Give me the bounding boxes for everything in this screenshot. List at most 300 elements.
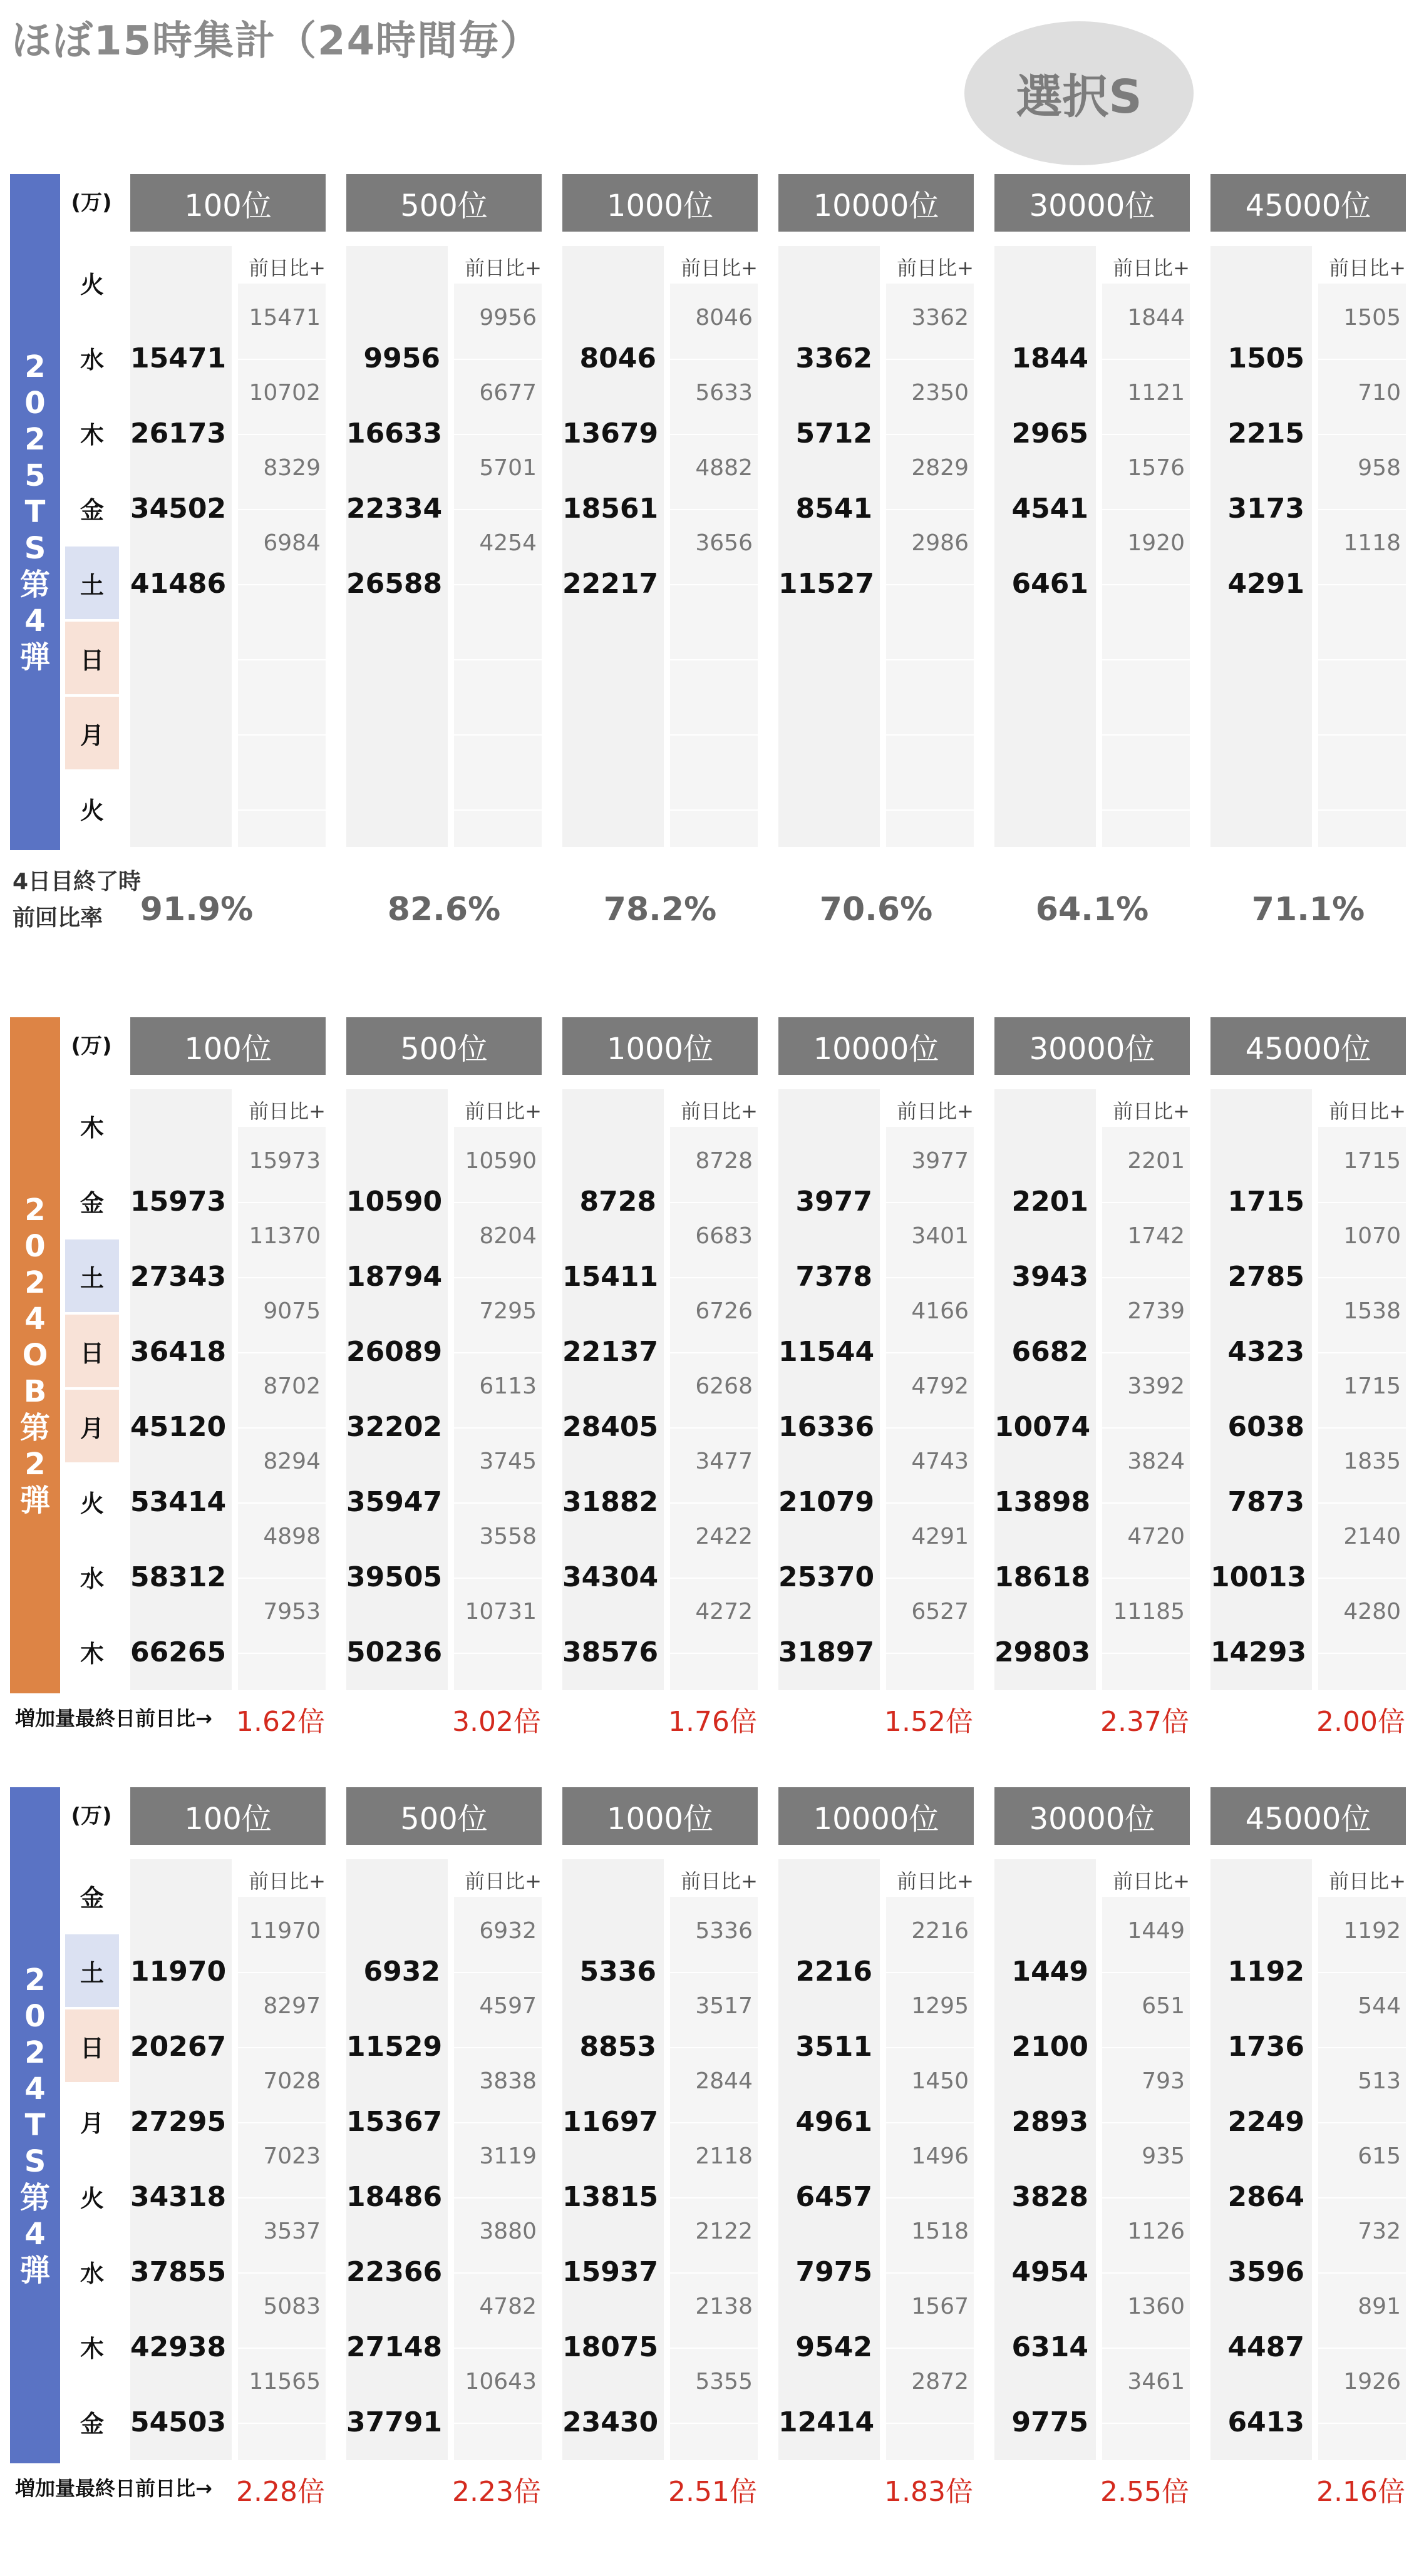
unit-label: (万)	[71, 190, 112, 215]
cumulative-value: 42938	[130, 2331, 227, 2363]
cumulative-column-bg	[130, 1089, 232, 1690]
cumulative-value: 20267	[130, 2031, 227, 2063]
diff-value: 4720	[1127, 1524, 1185, 1549]
row-separator	[1102, 1578, 1190, 1579]
weekday-cell: 木	[80, 2334, 104, 2363]
weekday-cell: 金	[80, 2409, 104, 2438]
row-separator	[670, 1352, 758, 1353]
edition-label	[10, 1017, 60, 1693]
row-separator	[670, 584, 758, 585]
diff-value: 2844	[695, 2068, 753, 2094]
cumulative-value: 12414	[778, 2406, 875, 2438]
edition-label-char: 2	[24, 1963, 46, 1998]
row-separator	[454, 2197, 542, 2199]
multiplier-label: 増加量最終日前日比→	[15, 2476, 212, 2500]
row-separator	[454, 359, 542, 360]
row-separator	[1318, 1502, 1406, 1504]
cumulative-value: 34304	[562, 1561, 659, 1593]
diff-header: 前日比+	[249, 1099, 326, 1123]
diff-value: 6268	[695, 1373, 753, 1399]
row-separator	[238, 2272, 326, 2274]
cumulative-value: 31882	[562, 1486, 659, 1518]
diff-value: 5083	[263, 2294, 321, 2319]
row-separator	[238, 359, 326, 360]
cumulative-value: 27343	[130, 1261, 227, 1293]
cumulative-value: 10590	[346, 1186, 443, 1218]
cumulative-value: 28405	[562, 1411, 659, 1443]
row-separator	[238, 2197, 326, 2199]
cumulative-value: 26173	[130, 418, 227, 449]
cumulative-value: 50236	[346, 1636, 443, 1668]
cumulative-value: 11527	[778, 568, 875, 600]
row-separator	[670, 1653, 758, 1654]
select-s-badge[interactable]: 選択S	[964, 21, 1194, 165]
row-separator	[238, 2348, 326, 2349]
rank-header: 45000位	[1210, 1017, 1406, 1075]
diff-value: 3119	[479, 2143, 537, 2169]
cumulative-value: 34502	[130, 493, 227, 525]
cumulative-column-bg	[346, 246, 448, 847]
diff-value: 1496	[911, 2143, 969, 2169]
row-separator	[454, 1972, 542, 1973]
cumulative-column-bg	[130, 1859, 232, 2460]
weekday-cell: 水	[80, 346, 104, 374]
diff-value: 3362	[911, 305, 969, 331]
weekday-cell: 月	[65, 1390, 119, 1462]
rank-header: 45000位	[1210, 174, 1406, 232]
diff-value: 8046	[695, 305, 753, 331]
row-separator	[886, 2122, 974, 2123]
diff-value: 3517	[695, 1993, 753, 2019]
cumulative-value: 22366	[346, 2256, 443, 2288]
row-separator	[1102, 1277, 1190, 1278]
row-separator	[886, 1653, 974, 1654]
row-separator	[670, 2122, 758, 2123]
diff-value: 2138	[695, 2294, 753, 2319]
diff-column-bg	[886, 284, 974, 847]
edition-label-char: 4	[24, 2217, 46, 2252]
row-separator	[238, 1653, 326, 1654]
diff-value: 1118	[1343, 530, 1401, 556]
cumulative-value: 2215	[1227, 418, 1304, 449]
row-separator	[238, 1427, 326, 1429]
cumulative-value: 1192	[1227, 1956, 1304, 1988]
diff-value: 1538	[1343, 1298, 1401, 1324]
diff-value: 3838	[479, 2068, 537, 2094]
cumulative-value: 36418	[130, 1336, 227, 1368]
row-separator	[670, 1277, 758, 1278]
diff-header: 前日比+	[681, 256, 758, 280]
edition-label-char: 4	[24, 603, 46, 639]
multiplier-value: 1.76倍	[668, 1706, 757, 1738]
diff-header: 前日比+	[249, 256, 326, 280]
cumulative-value: 22137	[562, 1336, 659, 1368]
row-separator	[1318, 2348, 1406, 2349]
diff-column-bg	[238, 284, 326, 847]
diff-header: 前日比+	[681, 1869, 758, 1893]
edition-label-char: T	[24, 2108, 46, 2143]
row-separator	[238, 1277, 326, 1278]
cumulative-value: 27148	[346, 2331, 443, 2363]
diff-value: 3977	[911, 1148, 969, 1174]
diff-header: 前日比+	[897, 1869, 974, 1893]
diff-header: 前日比+	[1113, 1099, 1190, 1123]
diff-value: 8329	[263, 455, 321, 481]
row-separator	[886, 2423, 974, 2424]
row-separator	[238, 1352, 326, 1353]
row-separator	[886, 809, 974, 811]
cumulative-value: 18794	[346, 1261, 443, 1293]
row-separator	[886, 1502, 974, 1504]
row-separator	[1318, 434, 1406, 435]
diff-value: 3401	[911, 1223, 969, 1249]
ratio-value: 91.9%	[140, 891, 254, 928]
row-separator	[670, 2423, 758, 2424]
diff-value: 15471	[249, 305, 321, 331]
cumulative-value: 1449	[1011, 1956, 1088, 1988]
cumulative-value: 6461	[1011, 568, 1088, 600]
ratio-value: 71.1%	[1251, 891, 1365, 928]
diff-value: 8294	[263, 1449, 321, 1474]
cumulative-value: 4961	[795, 2106, 872, 2138]
row-separator	[670, 434, 758, 435]
diff-value: 7028	[263, 2068, 321, 2094]
row-separator	[454, 1502, 542, 1504]
row-separator	[1318, 734, 1406, 736]
diff-value: 1715	[1343, 1148, 1401, 1174]
weekday-cell: 金	[80, 1189, 104, 1217]
cumulative-value: 6457	[795, 2181, 872, 2213]
diff-header: 前日比+	[897, 256, 974, 280]
cumulative-value: 6413	[1227, 2406, 1304, 2438]
data-block	[0, 1017, 1409, 1806]
diff-value: 2829	[911, 455, 969, 481]
row-separator	[1318, 359, 1406, 360]
row-separator	[454, 2047, 542, 2048]
weekday-cell: 日	[65, 622, 119, 694]
cumulative-value: 37791	[346, 2406, 443, 2438]
diff-header: 前日比+	[1113, 256, 1190, 280]
rank-header: 30000位	[994, 1787, 1190, 1845]
diff-value: 2350	[911, 380, 969, 406]
diff-value: 2986	[911, 530, 969, 556]
row-separator	[1318, 1202, 1406, 1203]
row-separator	[238, 1502, 326, 1504]
row-separator	[238, 659, 326, 660]
diff-value: 891	[1358, 2294, 1401, 2319]
rank-header: 45000位	[1210, 1787, 1406, 1845]
row-separator	[238, 509, 326, 510]
diff-value: 1576	[1127, 455, 1185, 481]
cumulative-value: 45120	[130, 1411, 227, 1443]
cumulative-value: 1736	[1227, 2031, 1304, 2063]
diff-value: 1192	[1343, 1918, 1401, 1944]
cumulative-value: 2100	[1011, 2031, 1088, 2063]
rank-header: 10000位	[778, 174, 974, 232]
ratio-value: 78.2%	[603, 891, 717, 928]
cumulative-value: 4323	[1227, 1336, 1304, 1368]
cumulative-value: 41486	[130, 568, 227, 600]
cumulative-column-bg	[778, 1089, 880, 1690]
cumulative-column-bg	[994, 1089, 1096, 1690]
diff-value: 5701	[479, 455, 537, 481]
diff-value: 6677	[479, 380, 537, 406]
row-separator	[454, 809, 542, 811]
edition-label-char: 第	[19, 1410, 50, 1445]
diff-value: 1360	[1127, 2294, 1185, 2319]
row-separator	[886, 1578, 974, 1579]
cumulative-column-bg	[562, 246, 664, 847]
cumulative-value: 18618	[994, 1561, 1091, 1593]
cumulative-value: 7975	[795, 2256, 872, 2288]
rank-header: 500位	[346, 1787, 542, 1845]
diff-value: 4166	[911, 1298, 969, 1324]
row-separator	[1102, 1972, 1190, 1973]
cumulative-value: 13815	[562, 2181, 659, 2213]
edition-label-char: O	[22, 1338, 48, 1373]
cumulative-value: 26588	[346, 568, 443, 600]
row-separator	[238, 434, 326, 435]
diff-value: 4597	[479, 1993, 537, 2019]
cumulative-value: 10074	[994, 1411, 1091, 1443]
diff-value: 8728	[695, 1148, 753, 1174]
row-separator	[886, 1202, 974, 1203]
cumulative-column-bg	[346, 1089, 448, 1690]
row-separator	[886, 359, 974, 360]
multiplier-value: 2.00倍	[1316, 1706, 1405, 1738]
row-separator	[1102, 659, 1190, 660]
cumulative-value: 54503	[130, 2406, 227, 2438]
diff-header: 前日比+	[897, 1099, 974, 1123]
row-separator	[1102, 809, 1190, 811]
row-separator	[1102, 2122, 1190, 2123]
data-block	[0, 1787, 1409, 2576]
cumulative-value: 27295	[130, 2106, 227, 2138]
ratio-label: 4日目終了時	[13, 869, 142, 895]
diff-value: 2118	[695, 2143, 753, 2169]
diff-value: 651	[1142, 1993, 1185, 2019]
multiplier-value: 2.16倍	[1316, 2476, 1405, 2508]
edition-label	[10, 174, 60, 850]
diff-value: 4254	[479, 530, 537, 556]
row-separator	[1102, 2272, 1190, 2274]
row-separator	[1102, 1427, 1190, 1429]
diff-value: 3880	[479, 2219, 537, 2244]
page-title: ほぼ15時集計（24時間毎）	[11, 18, 542, 64]
multiplier-value: 2.55倍	[1100, 2476, 1189, 2508]
diff-value: 513	[1358, 2068, 1401, 2094]
rank-header: 10000位	[778, 1787, 974, 1845]
edition-label-char: 第	[19, 2180, 50, 2215]
row-separator	[454, 1352, 542, 1353]
diff-value: 6932	[479, 1918, 537, 1944]
diff-value: 4291	[911, 1524, 969, 1549]
row-separator	[238, 2122, 326, 2123]
row-separator	[1318, 1427, 1406, 1429]
rank-header: 30000位	[994, 1017, 1190, 1075]
diff-header: 前日比+	[465, 256, 542, 280]
diff-value: 3461	[1127, 2369, 1185, 2394]
diff-value: 793	[1142, 2068, 1185, 2094]
cumulative-value: 1715	[1227, 1186, 1304, 1218]
row-separator	[886, 509, 974, 510]
diff-value: 4280	[1343, 1599, 1401, 1624]
row-separator	[454, 734, 542, 736]
edition-label-char: 2	[24, 2035, 46, 2070]
cumulative-value: 13679	[562, 418, 659, 449]
cumulative-value: 8728	[579, 1186, 656, 1218]
cumulative-value: 3511	[795, 2031, 872, 2063]
row-separator	[454, 2122, 542, 2123]
row-separator	[1318, 1352, 1406, 1353]
multiplier-value: 2.51倍	[668, 2476, 757, 2508]
weekday-cell: 火	[80, 1489, 104, 1517]
row-separator	[238, 2423, 326, 2424]
cumulative-value: 26089	[346, 1336, 443, 1368]
row-separator	[454, 2348, 542, 2349]
cumulative-value: 14293	[1210, 1636, 1307, 1668]
diff-value: 1518	[911, 2219, 969, 2244]
cumulative-value: 3943	[1011, 1261, 1088, 1293]
diff-header: 前日比+	[1329, 1099, 1406, 1123]
row-separator	[1102, 434, 1190, 435]
weekday-cell: 木	[80, 421, 104, 449]
cumulative-value: 18561	[562, 493, 659, 525]
weekday-cell: 水	[80, 1564, 104, 1593]
edition-label-char: 弾	[19, 640, 50, 675]
row-separator	[886, 659, 974, 660]
row-separator	[238, 1578, 326, 1579]
cumulative-value: 4487	[1227, 2331, 1304, 2363]
diff-value: 11565	[249, 2369, 321, 2394]
multiplier-value: 2.23倍	[452, 2476, 541, 2508]
row-separator	[670, 2348, 758, 2349]
diff-value: 1449	[1127, 1918, 1185, 1944]
cumulative-value: 15973	[130, 1186, 227, 1218]
diff-value: 9956	[479, 305, 537, 331]
edition-label-char: 2	[24, 1193, 46, 1228]
edition-label-char: 2	[24, 1447, 46, 1482]
row-separator	[1102, 584, 1190, 585]
cumulative-value: 2249	[1227, 2106, 1304, 2138]
rank-header: 100位	[130, 1787, 326, 1845]
cumulative-value: 2201	[1011, 1186, 1088, 1218]
cumulative-value: 9542	[795, 2331, 872, 2363]
diff-value: 3656	[695, 530, 753, 556]
diff-value: 10643	[465, 2369, 537, 2394]
diff-value: 2739	[1127, 1298, 1185, 1324]
diff-value: 11970	[249, 1918, 321, 1944]
cumulative-value: 5336	[579, 1956, 656, 1988]
row-separator	[454, 584, 542, 585]
edition-label-char: S	[24, 2144, 46, 2179]
weekday-cell: 土	[65, 1239, 119, 1312]
diff-column-bg	[1318, 284, 1406, 847]
cumulative-value: 2893	[1011, 2106, 1088, 2138]
cumulative-column-bg	[130, 246, 232, 847]
row-separator	[670, 659, 758, 660]
cumulative-column-bg	[562, 1859, 664, 2460]
multiplier-value: 3.02倍	[452, 1706, 541, 1738]
row-separator	[670, 734, 758, 736]
cumulative-value: 31897	[778, 1636, 875, 1668]
diff-value: 4898	[263, 1524, 321, 1549]
diff-value: 1835	[1343, 1449, 1401, 1474]
cumulative-value: 38576	[562, 1636, 659, 1668]
weekday-cell: 火	[80, 270, 104, 299]
rank-header: 500位	[346, 1017, 542, 1075]
diff-value: 11370	[249, 1223, 321, 1249]
cumulative-value: 37855	[130, 2256, 227, 2288]
multiplier-value: 1.52倍	[884, 1706, 973, 1738]
rank-header: 500位	[346, 174, 542, 232]
row-separator	[454, 1578, 542, 1579]
diff-value: 3824	[1127, 1449, 1185, 1474]
cumulative-value: 8046	[579, 342, 656, 374]
row-separator	[454, 2272, 542, 2274]
cumulative-value: 6682	[1011, 1336, 1088, 1368]
row-separator	[1318, 809, 1406, 811]
diff-header: 前日比+	[681, 1099, 758, 1123]
diff-column-bg	[670, 284, 758, 847]
cumulative-value: 8853	[579, 2031, 656, 2063]
row-separator	[454, 2423, 542, 2424]
row-separator	[238, 584, 326, 585]
edition-label-char: 2	[24, 422, 46, 457]
cumulative-column-bg	[778, 1859, 880, 2460]
row-separator	[1102, 2197, 1190, 2199]
row-separator	[670, 2197, 758, 2199]
ratio-value: 82.6%	[387, 891, 501, 928]
diff-header: 前日比+	[465, 1869, 542, 1893]
diff-header: 前日比+	[1329, 1869, 1406, 1893]
row-separator	[238, 1972, 326, 1973]
row-separator	[238, 1202, 326, 1203]
cumulative-value: 15937	[562, 2256, 659, 2288]
edition-label-char: 弾	[19, 2253, 50, 2288]
cumulative-value: 23430	[562, 2406, 659, 2438]
edition-label-char: 4	[24, 2071, 46, 2106]
row-separator	[1102, 734, 1190, 736]
diff-value: 2422	[695, 1524, 753, 1549]
edition-label-char: B	[23, 1374, 47, 1409]
row-separator	[238, 809, 326, 811]
diff-value: 544	[1358, 1993, 1401, 2019]
cumulative-value: 11970	[130, 1956, 227, 1988]
row-separator	[1318, 584, 1406, 585]
row-separator	[454, 659, 542, 660]
cumulative-value: 32202	[346, 1411, 443, 1443]
diff-value: 4782	[479, 2294, 537, 2319]
diff-value: 7023	[263, 2143, 321, 2169]
diff-value: 15973	[249, 1148, 321, 1174]
cumulative-value: 11529	[346, 2031, 443, 2063]
row-separator	[886, 2047, 974, 2048]
ratio-value: 70.6%	[819, 891, 933, 928]
row-separator	[454, 434, 542, 435]
cumulative-value: 16336	[778, 1411, 875, 1443]
cumulative-value: 9956	[363, 342, 440, 374]
edition-label-char: 弾	[19, 1483, 50, 1518]
data-block	[0, 174, 1409, 963]
cumulative-column-bg	[994, 1859, 1096, 2460]
diff-value: 1126	[1127, 2219, 1185, 2244]
cumulative-value: 29803	[994, 1636, 1091, 1668]
diff-value: 4272	[695, 1599, 753, 1624]
edition-label-char: 第	[19, 567, 50, 602]
weekday-cell: 土	[65, 547, 119, 619]
cumulative-value: 34318	[130, 2181, 227, 2213]
